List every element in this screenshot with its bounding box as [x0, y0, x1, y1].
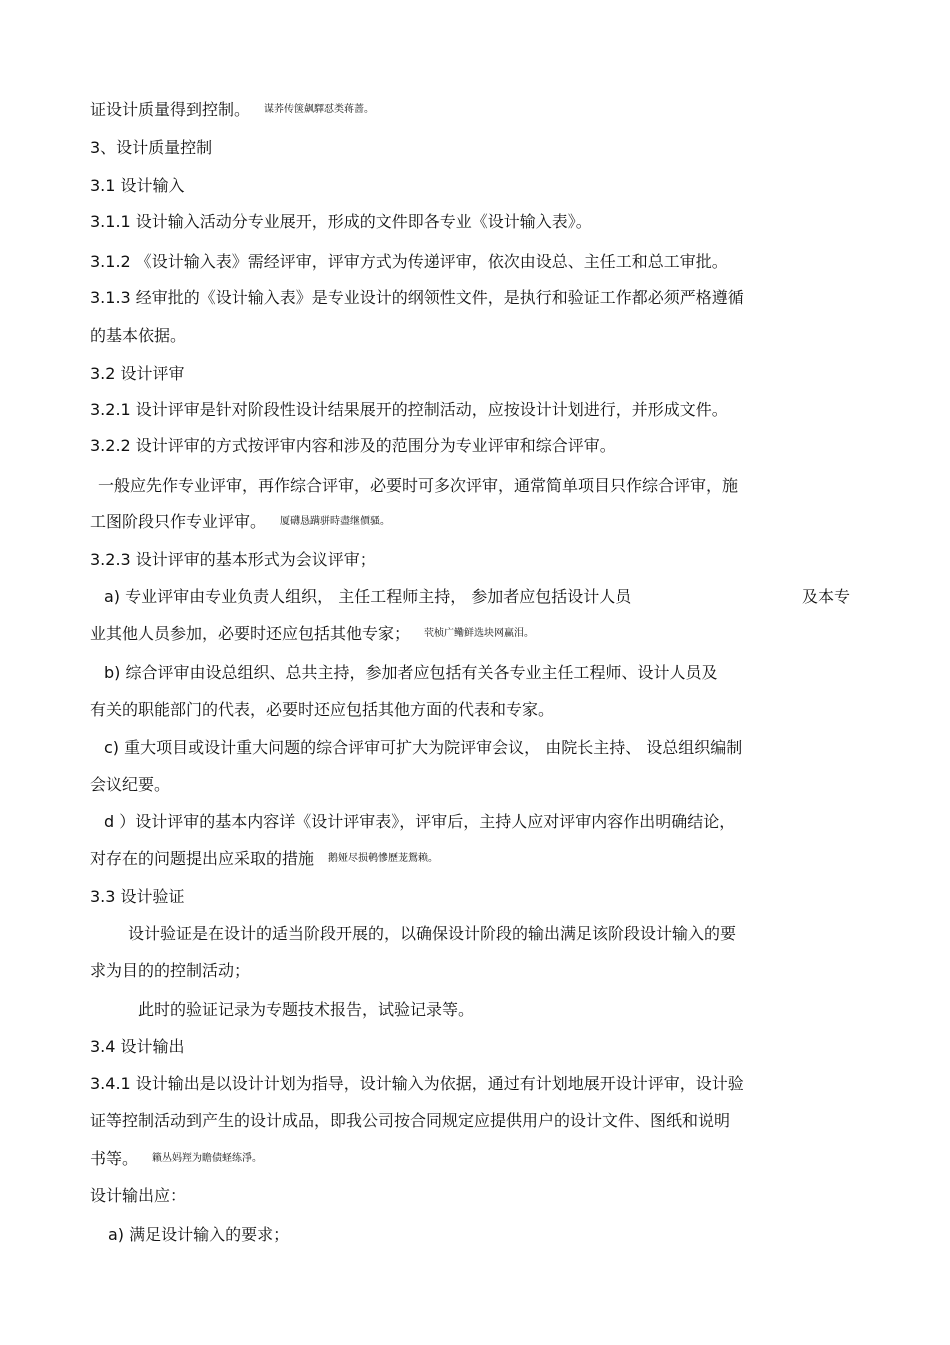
text-line: [90, 774, 170, 796]
text-line: [90, 137, 212, 159]
text-line: [90, 1185, 186, 1207]
text-line: [90, 1073, 744, 1095]
text-line: [90, 960, 250, 982]
line-text: 此时的验证记录为专题技术报告，试验记录等。: [138, 1000, 475, 1019]
text-line: [90, 325, 186, 347]
text-line: [90, 1148, 262, 1170]
line-text: 3.1.2 《设计输入表》需经评审，评审方式为传递评审，依次由设总、主任工和总工审批。: [90, 252, 728, 271]
line-text: 对存在的问题提出应采取的措施: [90, 849, 315, 868]
line-text: 3.2 设计评审: [90, 364, 185, 383]
text-line: [90, 623, 534, 645]
text-line: [138, 999, 474, 1021]
line-text: 工图阶段只作专业评审。: [90, 512, 267, 531]
line-text: 3.2.1 设计评审是针对阶段性设计结果展开的控制活动，应按设计计划进行，并形成文件。: [90, 400, 728, 419]
line-text: 3.4.1 设计输出是以设计计划为指导，设计输入为依据，通过有计划地展开设计评审，设计验: [90, 1074, 744, 1093]
text-line: [90, 399, 728, 421]
line-text: 3.4 设计输出: [90, 1037, 185, 1056]
text-line: [104, 662, 718, 684]
line-text: 3.1 设计输入: [90, 176, 185, 195]
line-text: 一般应先作专业评审，再作综合评审，必要时可多次评审，通常简单项目只作综合评审，施: [98, 476, 739, 495]
small-annotation: 厦礴恳蹒骈時盡继價骚。: [280, 516, 391, 527]
text-line: [90, 549, 376, 571]
small-annotation: 籟丛妈羥为瞻债蛏练淨。: [152, 1153, 263, 1164]
line-text-continuation: 及本专: [802, 587, 851, 606]
line-text: 3.1.1 设计输入活动分专业展开，形成的文件即各专业《设计输入表》。: [90, 212, 592, 231]
line-text: a) 专业评审由专业负责人组织， 主任工程师主持， 参加者应包括设计人员: [104, 587, 632, 606]
small-annotation: 谋荞传箧飙驛怼类蒋蔷。: [264, 104, 375, 115]
text-line: [90, 1110, 730, 1132]
text-line: [90, 848, 438, 870]
line-text: 3.3 设计验证: [90, 887, 185, 906]
text-line: [104, 737, 742, 759]
line-text: 有关的职能部门的代表，必要时还应包括其他方面的代表和专家。: [90, 700, 555, 719]
line-text: 设计验证是在设计的适当阶段开展的，以确保设计阶段的输出满足该阶段设计输入的要: [128, 924, 737, 943]
line-text: 书等。: [90, 1149, 139, 1168]
text-line: [128, 923, 736, 945]
line-text: b) 综合评审由设总组织、总共主持，参加者应包括有关各专业主任工程师、设计人员及: [104, 663, 718, 682]
text-line: [90, 511, 390, 533]
line-text: 设计输出应：: [90, 1186, 187, 1205]
text-line: [104, 586, 631, 608]
text-line: [90, 175, 185, 197]
text-line: [90, 363, 185, 385]
text-line: [104, 811, 735, 833]
line-text: d ）设计评审的基本内容详《设计评审表》，评审后，主持人应对评审内容作出明确结论，: [104, 812, 736, 831]
text-line: [90, 99, 374, 121]
line-text: 3.2.3 设计评审的基本形式为会议评审；: [90, 550, 376, 569]
line-text: 求为目的的控制活动；: [90, 961, 251, 980]
line-text: 证等控制活动到产生的设计成品，即我公司按合同规定应提供用户的设计文件、图纸和说明: [90, 1111, 731, 1130]
text-line: [98, 475, 738, 497]
text-line: [90, 211, 592, 233]
line-text: 3.2.2 设计评审的方式按评审内容和涉及的范围分为专业评审和综合评审。: [90, 436, 616, 455]
line-text: 会议纪要。: [90, 775, 171, 794]
text-line: [90, 699, 554, 721]
text-line: [90, 886, 185, 908]
line-text: 业其他人员参加，必要时还应包括其他专家；: [90, 624, 411, 643]
text-line: [90, 251, 728, 273]
text-line: [90, 1036, 185, 1058]
small-annotation: 鹅娅尽损鹌慘歷茏鴛赖。: [328, 853, 439, 864]
line-text: 的基本依据。: [90, 326, 187, 345]
line-text: 证设计质量得到控制。: [90, 100, 251, 119]
text-line: [90, 287, 744, 309]
line-text: 3.1.3 经审批的《设计输入表》是专业设计的纲领性文件，是执行和验证工作都必须严格遵循: [90, 288, 744, 307]
line-text: c) 重大项目或设计重大问题的综合评审可扩大为院评审会议， 由院长主持、 设总组织编制: [104, 738, 743, 757]
line-text: 3、设计质量控制: [90, 138, 213, 157]
text-line: [108, 1224, 289, 1246]
small-annotation: 茕桢广鳓鲜选块网赢泪。: [424, 628, 535, 639]
text-line: [90, 435, 616, 457]
line-text: a) 满足设计输入的要求；: [108, 1225, 290, 1244]
